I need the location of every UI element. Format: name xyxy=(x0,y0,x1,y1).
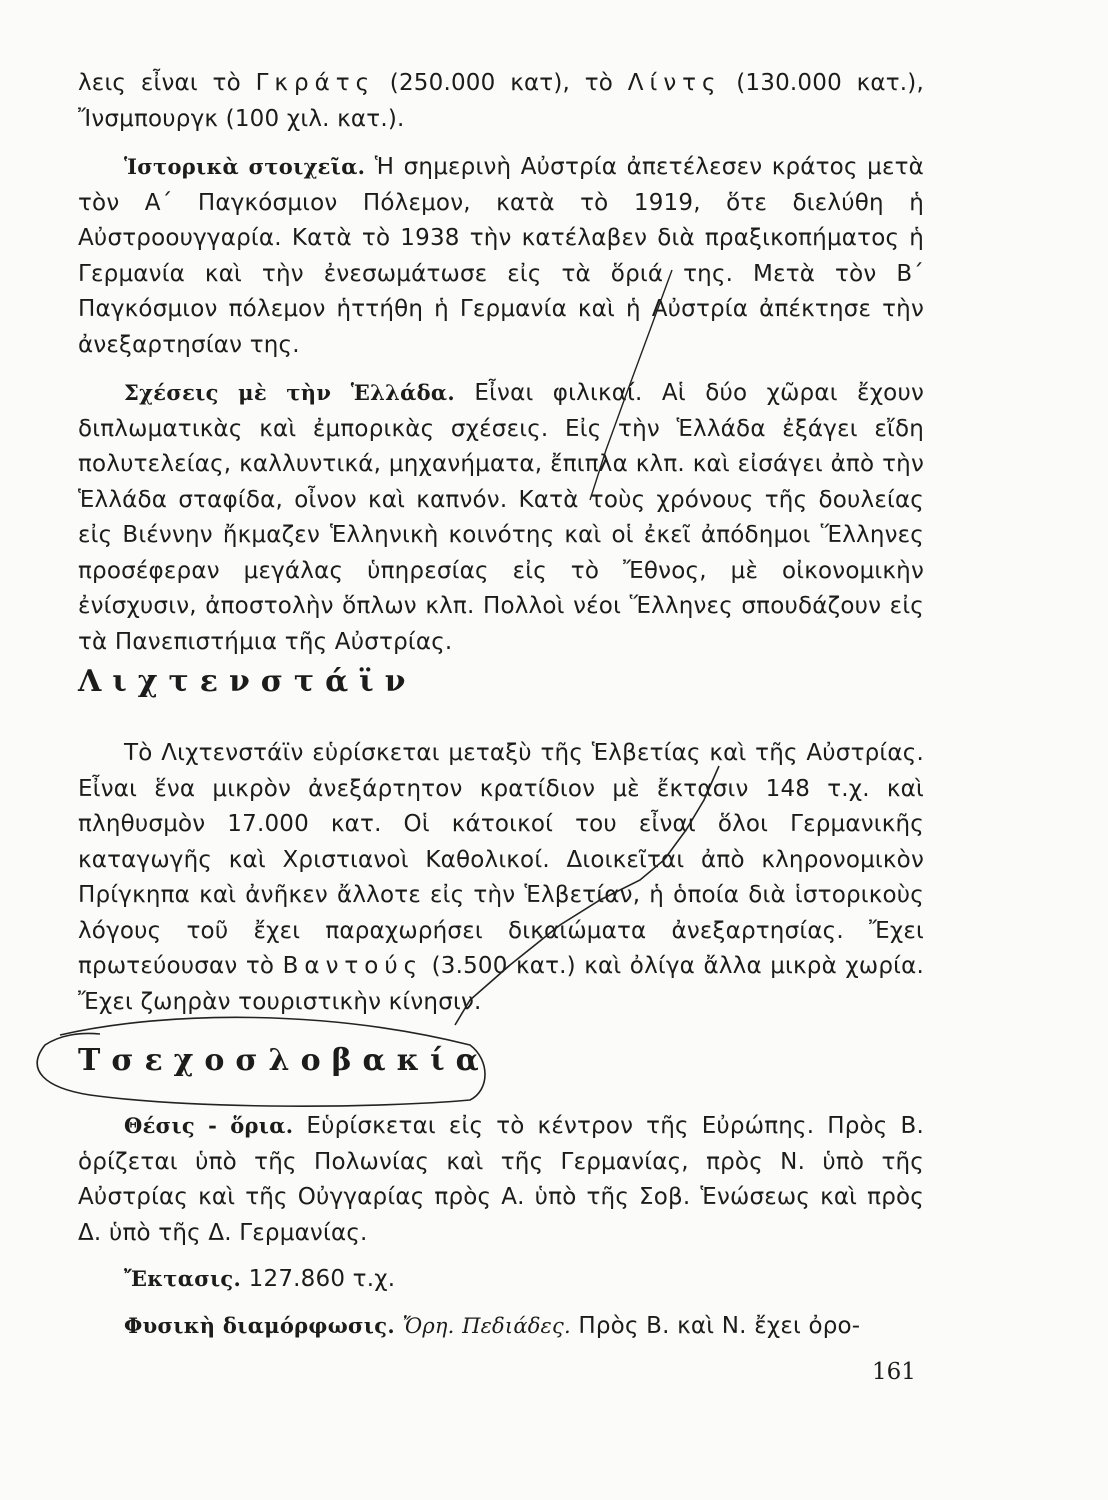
page-number: 161 xyxy=(872,1359,916,1385)
linz-name: Λίντς xyxy=(627,70,722,96)
graz-name: Γκράτς xyxy=(255,70,376,96)
position-label: Θέσις - ὅρια. xyxy=(124,1113,294,1138)
relations-text: Εἶναι φιλικαί. Αἱ δύο χῶραι ἔχουν διπλωματικὰς καὶ ἐμπορικὰς σχέσεις. Εἰς τὴν Ἑλλάδα ἐξάγει εἴδη πολυτελείας, καλλυντικά, μηχανήματα, ἔπιπλα κλπ. καὶ εἰσάγει ἀπὸ τὴν Ἑλλάδα σταφίδα, οἶνον καὶ καπνόν. Κατὰ τοὺς χρόνους τῆς δουλείας εἰς Βιέννην ἤκμαζεν Ἑλληνικὴ κοινότης καὶ οἱ ἐκεῖ ἀπόδημοι Ἕλληνες προσέφεραν μεγάλας ὑπηρεσίας εἰς τὸ Ἔθνος, μὲ οἰκονομικὴν ἐνίσχυσιν, ἀποστολὴν ὅπλων κλπ. Πολλοὶ νέοι Ἕλληνες σπουδάζουν εἰς τὰ Πανεπιστήμια τῆς Αὐστρίας. xyxy=(78,380,925,655)
physical-italic-plains: Πεδιάδες. xyxy=(462,1313,571,1338)
history-text: Ἡ σημερινὴ Αὐστρία ἀπετέλεσεν κράτος μετὰ τὸν Α΄ Παγκόσμιον Πόλεμον, κατὰ τὸ 1919, ὅτε διελύθη ἡ Αὐστροουγγαρία. Κατὰ τὸ 1938 τὴν κατέλαβεν διὰ πραξικοπήματος ἡ Γερμανία καὶ τὴν ἐνεσωμάτωσε εἰς τὰ ὅριά της. Μετὰ τὸν Β΄ Παγκόσμιον πόλεμον ἡττήθη ἡ Γερμανία καὶ ἡ Αὐστρία ἀπέκτησε τὴν ἀνεξαρτησίαν της. xyxy=(78,154,924,358)
cities-text-b: (250.000 κατ), τὸ xyxy=(375,70,628,96)
liechtenstein-section xyxy=(78,736,924,1020)
czechoslovakia-section xyxy=(78,1108,924,1344)
area-text: 127.860 τ.χ. xyxy=(241,1266,396,1292)
physical-paragraph xyxy=(78,1308,924,1345)
history-paragraph xyxy=(78,149,924,363)
history-label: Ἱστορικὰ στοιχεῖα. xyxy=(124,154,366,179)
position-text: Εὑρίσκεται εἰς τὸ κέντρον τῆς Εὐρώπης. Πρὸς Β. ὁρίζεται ὑπὸ τῆς Πολωνίας καὶ τῆς Γερμανίας, πρὸς Ν. ὑπὸ τῆς Αὐστρίας καὶ τῆς Οὐγγαρίας πρὸς Α. ὑπὸ τῆς Σοβ. Ἑνώσεως καὶ πρὸς Δ. ὑπὸ τῆς Δ. Γερμανίας. xyxy=(78,1113,924,1246)
austria-section xyxy=(78,66,924,660)
liechtenstein-text-a: Τὸ Λιχτενστάϊν εὑρίσκεται μεταξὺ τῆς Ἑλβετίας καὶ τῆς Αὐστρίας. Εἶναι ἕνα μικρὸν ἀνεξάρτητον κρατίδιον μὲ ἔκτασιν 148 τ.χ. καὶ πληθυσμὸν 17.000 κατ. Οἱ κάτοικοί του εἶναι ὅλοι Γερμανικῆς καταγωγῆς καὶ Χριστιανοὶ Καθολικοί. Διοικεῖται ἀπὸ κληρονομικὸν Πρίγκηπα καὶ ἀνῆκεν ἄλλοτε εἰς τὴν Ἑλβετίαν, ἡ ὁποία διὰ ἱστορικοὺς λόγους τοῦ ἔχει παραχωρήσει δικαιώματα ἀνεξαρτησίας. Ἔχει πρωτεύουσαν τὸ xyxy=(78,740,924,979)
czechoslovakia-heading: Τσεχοσλοβακία xyxy=(78,1043,490,1078)
position-paragraph xyxy=(78,1108,924,1251)
physical-italic-mountains: Ὄρη. xyxy=(402,1313,455,1338)
cities-text-a: λεις εἶναι τὸ xyxy=(78,70,256,96)
physical-text: Πρὸς Β. καὶ Ν. ἔχει ὀρο- xyxy=(570,1312,861,1339)
area-label: Ἔκτασις. xyxy=(124,1266,242,1291)
vaduz-name: Βαντούς xyxy=(282,953,424,979)
liechtenstein-text-b: (3.500 κατ.) καὶ ὀλίγα ἄλλα μικρὰ χωρία. Ἔχει ζωηρὰν τουριστικὴν κίνησιν. xyxy=(78,953,924,1015)
relations-paragraph xyxy=(78,375,924,660)
relations-label: Σχέσεις μὲ τὴν Ἑλλάδα. xyxy=(124,380,455,405)
austria-cities-paragraph xyxy=(78,66,924,137)
liechtenstein-paragraph xyxy=(78,736,924,1020)
area-paragraph xyxy=(78,1261,924,1298)
liechtenstein-heading: Λιχτενστάϊν xyxy=(78,664,417,699)
physical-label: Φυσικὴ διαμόρφωσις. xyxy=(124,1312,395,1338)
cities-text-c: (130.000 κατ.), Ἴνσμπουργκ (100 χιλ. κατ.). xyxy=(78,70,924,132)
